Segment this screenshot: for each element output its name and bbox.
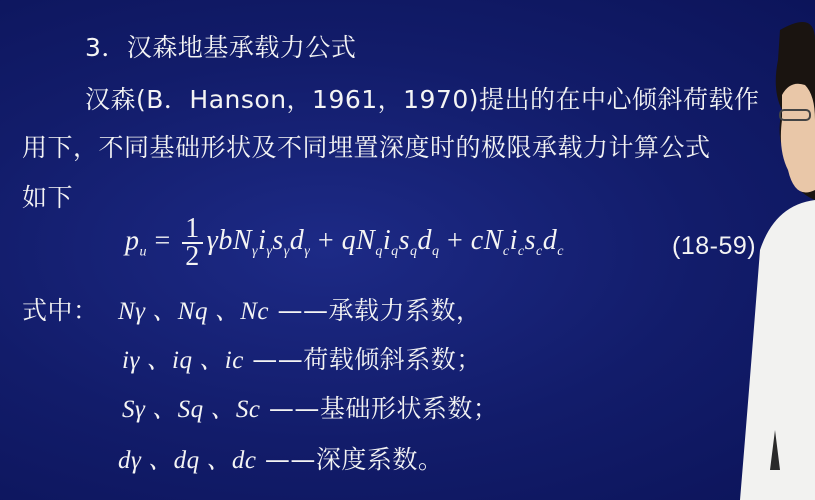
definition-meaning: 深度系数。 [315, 445, 444, 474]
definition-symbols: dγ 、dq 、dc [118, 447, 257, 474]
where-label: 式中： [22, 296, 99, 325]
definition-dash: —— [268, 394, 320, 423]
definition-symbols: Sγ 、Sq 、Sc [122, 396, 261, 423]
definition-row [122, 340, 482, 376]
definition-meaning: 承载力系数， [328, 296, 482, 325]
definition-row [118, 291, 481, 327]
definition-meaning: 基础形状系数； [319, 394, 499, 423]
definition-symbols: iγ 、iq 、ic [122, 347, 244, 374]
intro-line-2: 用下，不同基础形状及不同埋置深度时的极限承载力计算公式 [22, 133, 711, 162]
presenter-figure [720, 0, 815, 500]
definition-row [122, 389, 498, 425]
intro-line-3: 如下 [22, 183, 74, 212]
definition-row [118, 440, 443, 476]
formula-term-3: $cN_ci_cs_cd_c$ [470, 225, 564, 260]
intro-line-1: 汉森(B．Hanson，1961，1970)提出的在中心倾斜荷载作 [85, 85, 760, 114]
definition-dash: —— [264, 445, 316, 474]
definition-dash: —— [252, 345, 304, 374]
formula-term-1: $\gamma bN_\gamma i_\gamma s_\gamma d_\gamma$ [206, 225, 311, 260]
definition-meaning: 荷载倾斜系数； [303, 345, 482, 374]
formula-term-2: $qN_qi_qs_qd_q$ [341, 225, 440, 260]
slide-heading: 3．汉森地基承载力公式 [85, 33, 357, 62]
formula-number: (18-59) [672, 232, 757, 260]
formula-fraction: $\frac{1}{2}$ [182, 216, 203, 270]
formula-lhs: p [125, 225, 140, 257]
definition-dash: —— [277, 296, 329, 325]
formula: $p_u$ = $\frac{1}{2}$ $\gamma bN_\gamma i_\gamma s_\gamma d_\gamma + qN_qi_qs_qd_q + cN_ci_cs_cd_c$ [125, 213, 564, 272]
definition-symbols: Nγ 、Nq 、Nc [118, 298, 269, 325]
